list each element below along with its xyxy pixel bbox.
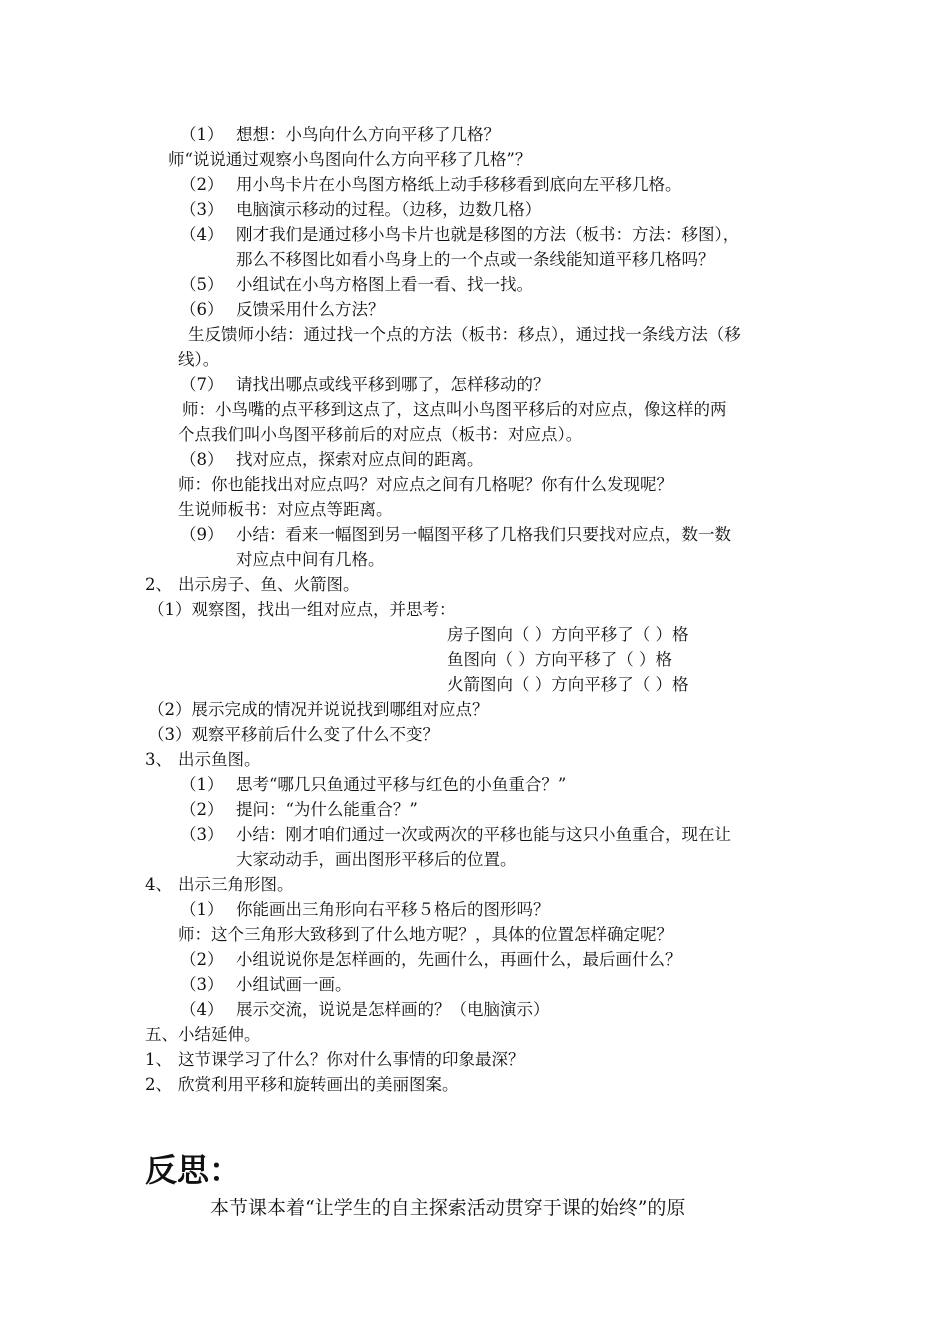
item-number: （5）: [180, 275, 224, 294]
section-number: 2、: [145, 1075, 172, 1094]
text-line: 对应点中间有几格。: [236, 550, 385, 569]
item-number: （2）: [180, 950, 224, 969]
text-line: 师：这个三角形大致移到了什么地方呢？，具体的位置怎样确定呢？: [178, 925, 673, 944]
text-line: 出示房子、鱼、火箭图。: [178, 575, 360, 594]
text-line: 欣赏利用平移和旋转画出的美丽图案。: [178, 1075, 459, 1094]
item-number: （3）: [180, 200, 224, 219]
text-line: 生说师板书：对应点等距离。: [178, 500, 393, 519]
text-line: 小结：刚才咱们通过一次或两次的平移也能与这只小鱼重合，现在让: [236, 825, 731, 844]
text-line: 用小鸟卡片在小鸟图方格纸上动手移移看到底向左平移几格。: [236, 175, 682, 194]
item-number: （8）: [180, 450, 224, 469]
text-line: 那么不移图比如看小鸟身上的一个点或一条线能知道平移几格吗？: [236, 250, 715, 269]
text-line: 展示交流，说说是怎样画的？（电脑演示）: [236, 1000, 550, 1019]
item-number: （6）: [180, 300, 224, 319]
item-number: （7）: [180, 375, 224, 394]
text-line: 师：你也能找出对应点吗？对应点之间有几格呢？你有什么发现呢？: [178, 475, 673, 494]
text-line: 线）。: [178, 350, 220, 369]
text-line: 小组试在小鸟方格图上看一看、找一找。: [236, 275, 533, 294]
section-number: 1、: [145, 1050, 172, 1069]
text-line: 反馈采用什么方法？: [236, 300, 385, 319]
section-number: 4、: [145, 875, 172, 894]
item-number: （2）: [180, 175, 224, 194]
text-line: （2）展示完成的情况并说说找到哪组对应点？: [148, 700, 489, 719]
text-line: 这节课学习了什么？你对什么事情的印象最深？: [178, 1050, 525, 1069]
section-heading: 五、小结延伸。: [145, 1025, 261, 1044]
item-number: （4）: [180, 1000, 224, 1019]
fill-in-line: 房子图向（ ）方向平移了（ ）格: [447, 625, 689, 644]
item-number: （3）: [180, 825, 224, 844]
text-line: 思考“哪几只鱼通过平移与红色的小鱼重合？”: [236, 775, 567, 794]
text-line: （1）观察图，找出一组对应点，并思考：: [148, 600, 456, 619]
reflection-heading: 反思：: [145, 1151, 242, 1189]
text-line: 小结：看来一幅图到另一幅图平移了几格我们只要找对应点，数一数: [236, 525, 731, 544]
text-line: 请找出哪点或线平移到哪了，怎样移动的？: [236, 375, 550, 394]
text-line: 电脑演示移动的过程。（边移，边数几格）: [236, 200, 542, 219]
text-line: 个点我们叫小鸟图平移前后的对应点（板书：对应点）。: [178, 425, 583, 444]
text-line: 刚才我们是通过移小鸟卡片也就是移图的方法（板书：方法：移图），: [236, 225, 740, 244]
item-number: （3）: [180, 975, 224, 994]
text-line: 出示三角形图。: [178, 875, 294, 894]
fill-in-line: 鱼图向（ ）方向平移了（ ）格: [447, 650, 672, 669]
item-number: （1）: [180, 125, 224, 144]
section-number: 2、: [145, 575, 172, 594]
text-line: 想想：小鸟向什么方向平移了几格？: [236, 125, 500, 144]
text-line: 提问：“为什么能重合？”: [236, 800, 418, 819]
text-line: 你能画出三角形向右平移５格后的图形吗？: [236, 900, 550, 919]
text-line: 小组试画一画。: [236, 975, 352, 994]
text-line: 师：小鸟嘴的点平移到这点了，这点叫小鸟图平移后的对应点，像这样的两: [182, 400, 727, 419]
text-line: 小组说说你是怎样画的，先画什么，再画什么，最后画什么？: [236, 950, 682, 969]
fill-in-line: 火箭图向（ ）方向平移了（ ）格: [447, 675, 689, 694]
text-line: 出示鱼图。: [178, 750, 261, 769]
item-number: （2）: [180, 800, 224, 819]
item-number: （1）: [180, 775, 224, 794]
reflection-body: 本节课本着“让学生的自主探索活动贯穿于课的始终”的原: [210, 1197, 686, 1219]
text-line: 生反馈师小结：通过找一个点的方法（板书：移点），通过找一条线方法（移: [188, 325, 741, 344]
section-number: 3、: [145, 750, 172, 769]
item-number: （1）: [180, 900, 224, 919]
item-number: （9）: [180, 525, 224, 544]
text-line: （3）观察平移前后什么变了什么不变？: [148, 725, 439, 744]
text-line: 找对应点，探索对应点间的距离。: [236, 450, 484, 469]
text-line: 师“说说通过观察小鸟图向什么方向平移了几格”？: [168, 150, 532, 169]
text-line: 大家动动手，画出图形平移后的位置。: [236, 850, 517, 869]
item-number: （4）: [180, 225, 224, 244]
